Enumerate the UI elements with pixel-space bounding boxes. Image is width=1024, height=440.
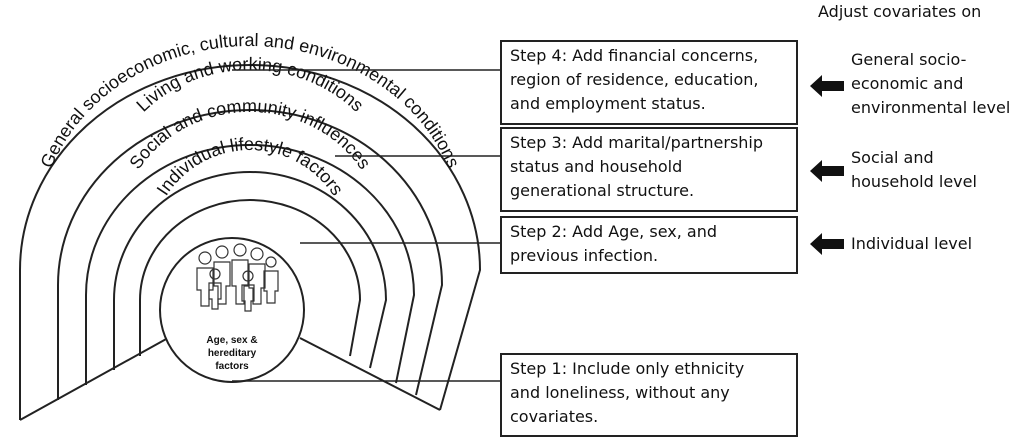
- step-1-line-1: Step 1: Include only ethnicity: [510, 359, 745, 378]
- core-label-line-3: factors: [215, 361, 249, 372]
- step-2-box: [500, 216, 798, 274]
- step-1-box: [500, 353, 798, 437]
- layer-label-social: Social and community influences: [125, 95, 375, 173]
- step-4-line-1: Step 4: Add financial concerns,: [510, 46, 759, 65]
- level-2-line-2: household level: [851, 172, 977, 191]
- step-2-line-1: Step 2: Add Age, sex, and: [510, 222, 717, 241]
- step-1-line-3: covariates.: [510, 407, 599, 426]
- level-1-line-1: General socio-: [851, 50, 967, 69]
- core-label-line-2: hereditary: [207, 348, 257, 359]
- level-1-line-3: environmental level: [851, 98, 1011, 117]
- wedge-right: [300, 338, 440, 410]
- left-arrow-icon: [810, 160, 844, 182]
- layer-label-living: Living and working conditions: [132, 53, 368, 116]
- step-3-line-1: Step 3: Add marital/partnership: [510, 133, 764, 152]
- adjust-covariates-header: Adjust covariates on: [818, 2, 982, 21]
- step-3-line-2: status and household: [510, 157, 683, 176]
- level-1-line-2: economic and: [851, 74, 964, 93]
- level-2-line-1: Social and: [851, 148, 934, 167]
- step-1-line-2: and loneliness, without any: [510, 383, 730, 402]
- step-3-box: [500, 127, 798, 212]
- core-label-line-1: Age, sex &: [206, 335, 258, 346]
- level-3-line-1: Individual level: [851, 234, 973, 253]
- left-arrow-icon: [810, 75, 844, 97]
- left-arrow-icon: [810, 233, 844, 255]
- step-4-box: [500, 40, 798, 125]
- step-3-line-3: generational structure.: [510, 181, 695, 200]
- level-individual: [851, 232, 972, 256]
- step-2-line-2: previous infection.: [510, 246, 659, 265]
- level-social-household: [851, 146, 977, 194]
- step-4-line-2: region of residence, education,: [510, 70, 759, 89]
- step-4-line-3: and employment status.: [510, 94, 706, 113]
- layer-label-general: General socioeconomic, cultural and environmental conditions: [36, 29, 464, 171]
- layer-label-individual: Individual lifestyle factors: [152, 133, 348, 199]
- level-general-socioeconomic: [851, 48, 1010, 120]
- wedge-left: [20, 338, 168, 420]
